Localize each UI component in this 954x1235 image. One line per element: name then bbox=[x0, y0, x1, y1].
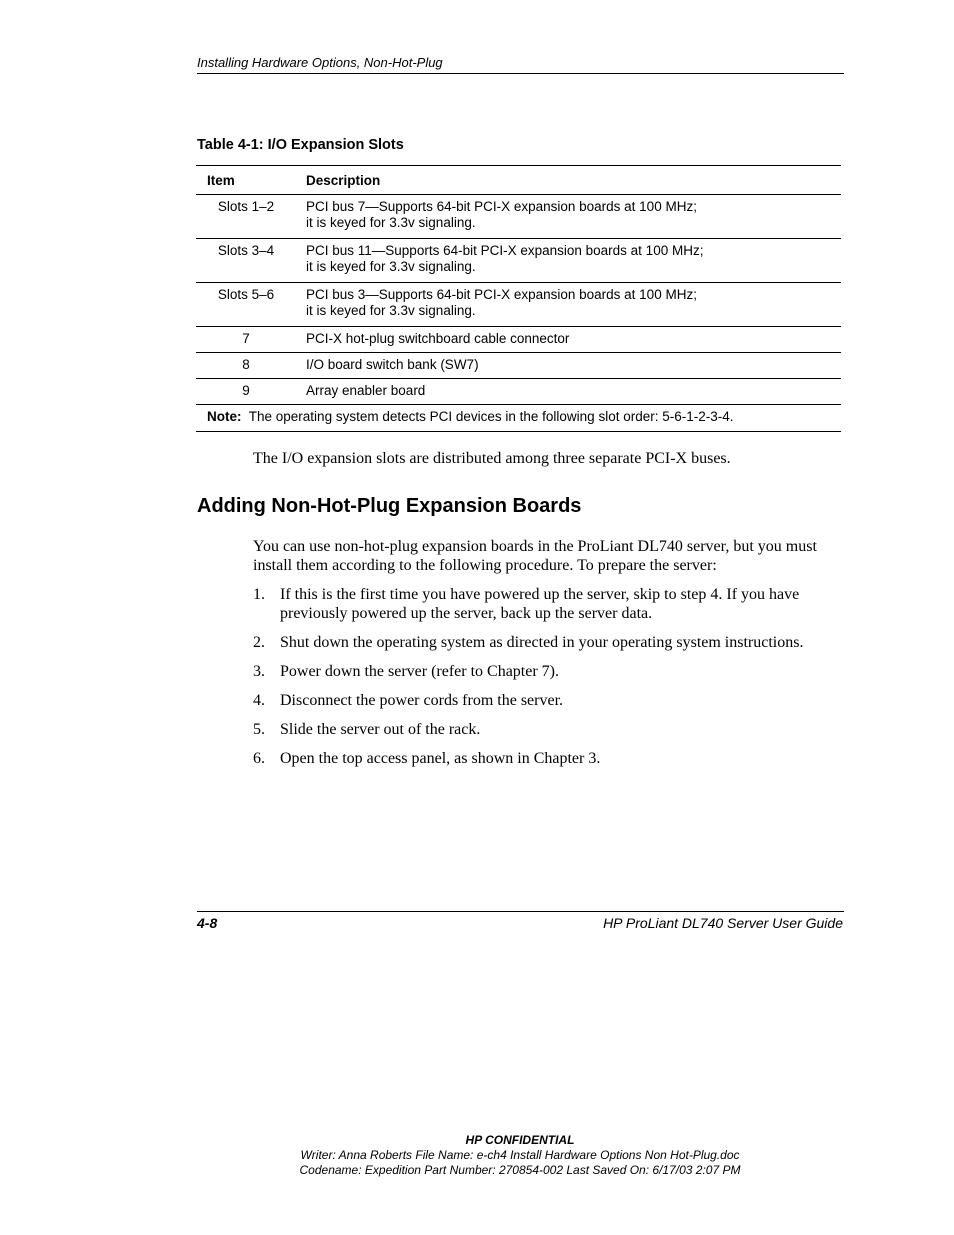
intro-paragraph: The I/O expansion slots are distributed among three separate PCI-X buses. bbox=[253, 450, 731, 467]
description-cell: Array enabler board bbox=[306, 379, 841, 405]
list-item: 2. Shut down the operating system as directed in your operating system instructions. bbox=[253, 634, 804, 651]
table-row bbox=[196, 327, 841, 353]
description-cell: I/O board switch bank (SW7) bbox=[306, 353, 841, 379]
table-header-row bbox=[196, 166, 841, 195]
page-number: 4-8 bbox=[197, 915, 218, 931]
guide-title: HP ProLiant DL740 Server User Guide bbox=[603, 915, 843, 931]
section-paragraph: You can use non-hot-plug expansion boards in the ProLiant DL740 server, but you must install them according to the following procedure. To prepare the server: bbox=[253, 538, 817, 574]
table-note-row bbox=[196, 405, 841, 432]
item-cell: 8 bbox=[196, 353, 306, 379]
item-cell: 9 bbox=[196, 379, 306, 405]
section-heading: Adding Non-Hot-Plug Expansion Boards bbox=[197, 495, 582, 517]
list-item: 6. Open the top access panel, as shown in Chapter 3. bbox=[253, 750, 601, 767]
item-cell: Slots 3–4 bbox=[196, 239, 306, 283]
list-item: 1. If this is the first time you have powered up the server, skip to step 4. If you have previously powered up the server, back up the server data. bbox=[253, 586, 800, 622]
confidential-block bbox=[0, 1133, 954, 1178]
note-label: Note: bbox=[207, 409, 242, 424]
list-item: 4. Disconnect the power cords from the server. bbox=[253, 692, 564, 709]
column-header-description: Description bbox=[306, 166, 841, 195]
procedure-steps bbox=[253, 585, 848, 778]
item-cell: Slots 1–2 bbox=[196, 195, 306, 239]
note-text: The operating system detects PCI devices in the following slot order: 5-6-1-2-3-4. bbox=[248, 409, 734, 424]
table-note bbox=[196, 405, 841, 432]
list-item: 3. Power down the server (refer to Chapter 7). bbox=[253, 663, 560, 680]
confidential-codename-line: Codename: Expedition Part Number: 270854-002 Last Saved On: 6/17/03 2:07 PM bbox=[299, 1163, 741, 1177]
description-cell: PCI bus 3—Supports 64-bit PCI-X expansion boards at 100 MHz; it is keyed for 3.3v signaling. bbox=[306, 283, 841, 327]
confidential-writer-line: Writer: Anna Roberts File Name: e-ch4 Install Hardware Options Non Hot-Plug.doc bbox=[300, 1148, 740, 1162]
io-expansion-slots-table bbox=[196, 165, 841, 432]
footer-rule bbox=[197, 911, 844, 912]
table-row bbox=[196, 283, 841, 327]
item-cell: 7 bbox=[196, 327, 306, 353]
description-cell: PCI bus 11—Supports 64-bit PCI-X expansion boards at 100 MHz; it is keyed for 3.3v signaling. bbox=[306, 239, 841, 283]
column-header-item: Item bbox=[196, 166, 306, 195]
list-item: 5. Slide the server out of the rack. bbox=[253, 721, 481, 738]
running-header: Installing Hardware Options, Non-Hot-Plug bbox=[197, 55, 844, 74]
description-cell: PCI bus 7—Supports 64-bit PCI-X expansion boards at 100 MHz; it is keyed for 3.3v signaling. bbox=[306, 195, 841, 239]
confidential-title: HP CONFIDENTIAL bbox=[465, 1133, 575, 1147]
item-cell: Slots 5–6 bbox=[196, 283, 306, 327]
table-row bbox=[196, 353, 841, 379]
table-row bbox=[196, 239, 841, 283]
table-row bbox=[196, 379, 841, 405]
table-caption: Table 4-1: I/O Expansion Slots bbox=[197, 137, 404, 153]
table-row bbox=[196, 195, 841, 239]
description-cell: PCI-X hot-plug switchboard cable connector bbox=[306, 327, 841, 353]
